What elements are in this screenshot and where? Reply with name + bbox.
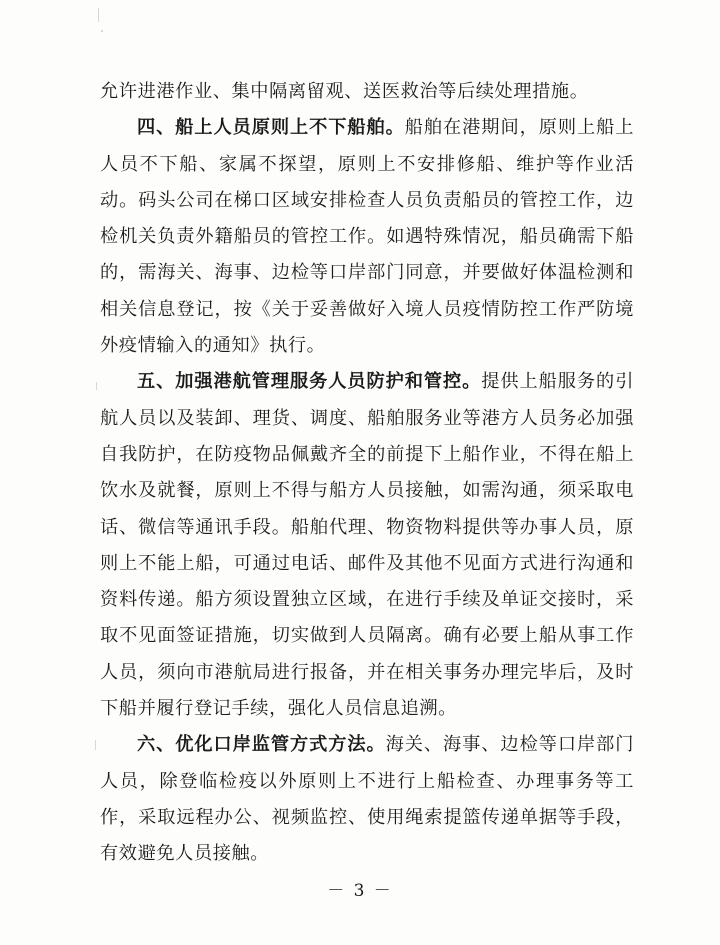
page-number: － 3 －	[327, 881, 393, 901]
paragraph-body: 船舶在港期间，原则上船上人员不下船、家属不探望，原则上不安排修船、维护等作业活动。码头公司在梯口区域安排检查人员负责船员的管控工作，边检机关负责外籍船员的管控工作。如遇特殊情况，船员确需下船的，需海关、海事、边检等口岸部门同意，并要做好体温检测和相关信息登记，按《关于妥善做好入境人员疫情防控工作严防境外疫情输入的通知》执行。	[100, 117, 634, 357]
scan-artifact	[101, 30, 103, 32]
scan-artifact	[95, 740, 96, 750]
paragraph-body: 海关、海事、边检等口岸部门人员，除登临检疫以外原则上不进行上船检查、办理事务等工作，采取远程办公、视频监控、使用绳索提篮传递单据等手段，有效避免人员接触。	[100, 734, 634, 865]
section-heading: 六、优化口岸监管方式方法。	[137, 734, 386, 756]
paragraph-section-5	[100, 364, 634, 727]
paragraph-continuation	[100, 74, 634, 110]
paragraph-body: 提供上船服务的引航人员以及装卸、理货、调度、船舶服务业等港方人员务必加强自我防护，在防疫物品佩戴齐全的前提下上船作业，不得在船上饮水及就餐，原则上不得与船方人员接触，如需沟通，须采取电话、微信等通讯手段。船舶代理、物资物料提供等办事人员，原则上不能上船，可通过电话、邮件及其他不见面方式进行沟通和资料传递。船方须设置独立区域，在进行手续及单证交接时，采取不见面签证措施，切实做到人员隔离。确有必要上船从事工作人员，须向市港航局进行报备，并在相关事务办理完毕后，及时下船并履行登记手续，强化人员信息追溯。	[100, 371, 634, 720]
paragraph-body: 允许进港作业、集中隔离留观、送医救治等后续处理措施。	[100, 81, 589, 102]
scan-artifact	[98, 8, 99, 22]
section-heading: 四、船上人员原则上不下船舶。	[137, 117, 405, 139]
document-body	[100, 74, 634, 873]
paragraph-section-6	[100, 727, 634, 872]
scan-artifact	[96, 382, 97, 390]
section-heading: 五、加强港航管理服务人员防护和管控。	[137, 371, 482, 393]
paragraph-section-4	[100, 110, 634, 364]
